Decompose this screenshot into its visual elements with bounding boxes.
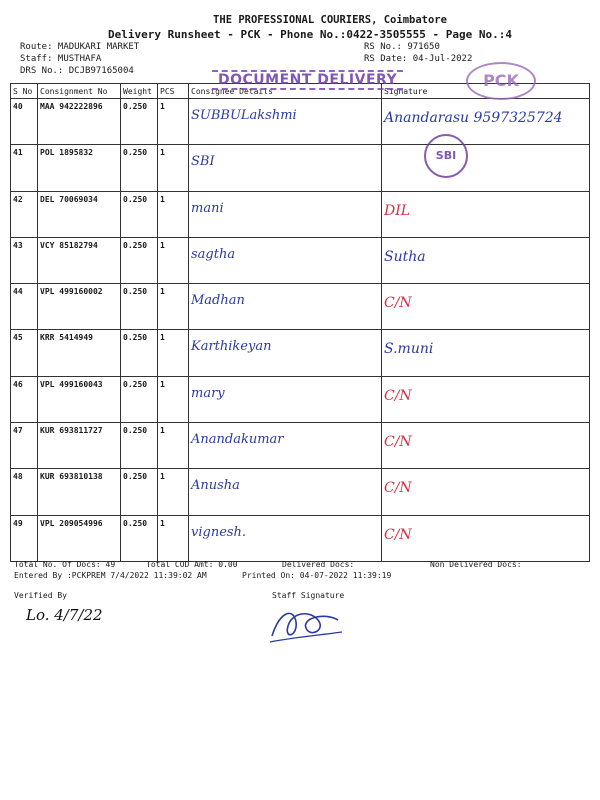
row-weight: 0.250 xyxy=(123,102,148,111)
row-weight-cell xyxy=(121,423,158,469)
row-consignee: sagtha xyxy=(191,246,236,262)
row-consignee: Madhan xyxy=(191,293,245,309)
row-sno-cell xyxy=(11,423,38,469)
row-sno: 49 xyxy=(13,518,23,528)
total-docs: Total No. Of Docs: 49 xyxy=(14,560,116,569)
printed-on: Printed On: 04-07-2022 11:39:19 xyxy=(242,571,392,580)
row-signature-cell xyxy=(382,191,590,237)
route-label: Route: MADUKARI MARKET xyxy=(20,42,140,52)
row-signature: DIL xyxy=(384,202,411,219)
row-weight-cell xyxy=(121,330,158,376)
row-weight-cell xyxy=(121,99,158,145)
row-consignment-no: VPL 499160043 xyxy=(40,379,103,389)
row-weight-cell xyxy=(121,191,158,237)
delivered-docs: Delivered Docs: xyxy=(282,560,355,569)
company-title: THE PROFESSIONAL COURIERS, Coimbatore xyxy=(213,14,447,26)
table-body xyxy=(11,99,590,562)
row-consignee-cell xyxy=(189,284,382,330)
total-cod: Total COD Amt: 0.00 xyxy=(146,560,238,569)
table-row xyxy=(11,469,590,515)
runsheet-title: Delivery Runsheet - PCK - Phone No.:0422-3505555 - Page No.:4 xyxy=(108,28,512,41)
row-sno-cell xyxy=(11,330,38,376)
table-row xyxy=(11,99,590,145)
row-sno: 43 xyxy=(13,240,23,250)
runsheet-table xyxy=(10,83,590,562)
row-signature-cell xyxy=(382,376,590,422)
row-signature: C/N xyxy=(384,295,412,312)
row-signature: C/N xyxy=(384,480,412,497)
row-pcs-cell xyxy=(158,237,189,283)
row-signature-cell xyxy=(382,99,590,145)
row-consignment-no: VCY 85182794 xyxy=(40,240,98,250)
row-signature: C/N xyxy=(384,526,412,543)
row-weight: 0.250 xyxy=(123,194,148,204)
non-delivered-docs: Non Delivered Docs: xyxy=(430,560,522,569)
row-consignee: mani xyxy=(191,200,224,216)
table-row xyxy=(11,423,590,469)
row-consignee: Anandakumar xyxy=(191,432,284,448)
row-consignment-no-cell xyxy=(38,191,121,237)
row-sno-cell xyxy=(11,515,38,561)
row-sno: 40 xyxy=(13,102,23,111)
row-signature: Sutha xyxy=(384,248,426,265)
row-sno-cell xyxy=(11,99,38,145)
row-consignment-no-cell xyxy=(38,423,121,469)
row-consignment-no: KRR 5414949 xyxy=(40,333,93,343)
row-pcs-cell xyxy=(158,330,189,376)
row-signature-cell xyxy=(382,515,590,561)
row-pcs: 1 xyxy=(160,102,165,111)
row-consignee-cell xyxy=(189,423,382,469)
rs-number: RS No.: 971650 xyxy=(364,42,440,52)
row-consignee: Anusha xyxy=(191,478,240,494)
table-row xyxy=(11,145,590,191)
drs-number: DRS No.: DCJB97165004 xyxy=(20,66,134,76)
row-consignment-no-cell xyxy=(38,145,121,191)
row-weight: 0.250 xyxy=(123,287,148,297)
row-consignee-cell xyxy=(189,330,382,376)
row-pcs: 1 xyxy=(160,240,165,250)
row-signature-cell xyxy=(382,145,590,191)
row-consignee-cell xyxy=(189,99,382,145)
row-sno: 45 xyxy=(13,333,23,343)
row-consignee-cell xyxy=(189,376,382,422)
row-consignee: vignesh. xyxy=(191,524,247,540)
row-pcs-cell xyxy=(158,284,189,330)
row-signature: S.muni xyxy=(384,341,434,358)
row-pcs: 1 xyxy=(160,518,165,528)
col-sno: S No xyxy=(11,84,38,99)
row-sno: 41 xyxy=(13,148,23,158)
table-row xyxy=(11,330,590,376)
row-consignee: Karthikeyan xyxy=(191,339,272,355)
table-row xyxy=(11,284,590,330)
row-consignment-no: DEL 70069034 xyxy=(40,194,98,204)
col-consignment: Consignment No xyxy=(38,84,121,99)
staff-signature-label: Staff Signature xyxy=(272,591,345,600)
entered-by: Entered By :PCKPREM 7/4/2022 11:39:02 AM xyxy=(14,571,207,580)
row-pcs-cell xyxy=(158,191,189,237)
row-consignment-no: KUR 693811727 xyxy=(40,426,103,436)
row-weight: 0.250 xyxy=(123,333,148,343)
table-row xyxy=(11,237,590,283)
row-consignment-no: VPL 499160002 xyxy=(40,287,103,297)
col-weight: Weight xyxy=(121,84,158,99)
row-sno: 47 xyxy=(13,426,23,436)
row-consignment-no-cell xyxy=(38,237,121,283)
row-pcs-cell xyxy=(158,145,189,191)
row-sno-cell xyxy=(11,284,38,330)
row-sno: 48 xyxy=(13,472,23,482)
row-consignee-cell xyxy=(189,191,382,237)
staff-label: Staff: MUSTHAFA xyxy=(20,54,102,64)
row-pcs-cell xyxy=(158,423,189,469)
row-consignment-no-cell xyxy=(38,376,121,422)
table-row xyxy=(11,191,590,237)
row-consignment-no: MAA 942222896 xyxy=(40,102,103,111)
row-weight: 0.250 xyxy=(123,518,148,528)
row-pcs: 1 xyxy=(160,379,165,389)
row-signature: C/N xyxy=(384,434,412,451)
row-consignee: SBI xyxy=(191,154,215,170)
row-consignee: SUBBULakshmi xyxy=(191,108,297,123)
row-pcs: 1 xyxy=(160,426,165,436)
staff-signature-scribble xyxy=(266,602,346,648)
row-consignee-cell xyxy=(189,469,382,515)
row-signature-cell xyxy=(382,469,590,515)
row-consignment-no: VPL 209054996 xyxy=(40,518,103,528)
row-pcs: 1 xyxy=(160,148,165,158)
table-row xyxy=(11,515,590,561)
col-signature: Signature xyxy=(382,84,590,99)
row-sno: 42 xyxy=(13,194,23,204)
col-consignee: Consignee Details xyxy=(189,84,382,99)
row-weight-cell xyxy=(121,284,158,330)
row-pcs-cell xyxy=(158,469,189,515)
row-consignment-no-cell xyxy=(38,469,121,515)
row-consignment-no-cell xyxy=(38,99,121,145)
row-weight-cell xyxy=(121,376,158,422)
rs-date: RS Date: 04-Jul-2022 xyxy=(364,54,473,64)
row-pcs-cell xyxy=(158,376,189,422)
pck-stamp: PCK xyxy=(466,62,536,100)
row-weight-cell xyxy=(121,145,158,191)
row-consignment-no-cell xyxy=(38,284,121,330)
row-weight: 0.250 xyxy=(123,240,148,250)
row-pcs: 1 xyxy=(160,287,165,297)
col-pcs: PCS xyxy=(158,84,189,99)
row-signature-cell xyxy=(382,284,590,330)
row-sno: 44 xyxy=(13,287,23,297)
row-weight-cell xyxy=(121,237,158,283)
row-weight: 0.250 xyxy=(123,426,148,436)
row-consignee-cell xyxy=(189,237,382,283)
row-pcs: 1 xyxy=(160,472,165,482)
row-sno-cell xyxy=(11,469,38,515)
verifier-signature: Lo. 4/7/22 xyxy=(26,606,103,624)
row-consignee: mary xyxy=(191,385,225,401)
row-sno-cell xyxy=(11,145,38,191)
row-weight: 0.250 xyxy=(123,379,148,389)
row-weight: 0.250 xyxy=(123,148,148,158)
row-pcs-cell xyxy=(158,99,189,145)
row-consignee-cell xyxy=(189,145,382,191)
row-weight: 0.250 xyxy=(123,472,148,482)
row-consignment-no-cell xyxy=(38,330,121,376)
row-weight-cell xyxy=(121,515,158,561)
row-sno-cell xyxy=(11,376,38,422)
row-consignment-no-cell xyxy=(38,515,121,561)
row-pcs-cell xyxy=(158,515,189,561)
table-row xyxy=(11,376,590,422)
row-pcs: 1 xyxy=(160,333,165,343)
row-sno: 46 xyxy=(13,379,23,389)
row-signature-cell xyxy=(382,423,590,469)
row-signature: Anandarasu 9597325724 xyxy=(384,110,563,126)
row-consignment-no: POL 1895832 xyxy=(40,148,93,158)
row-signature-cell xyxy=(382,237,590,283)
row-sno-cell xyxy=(11,191,38,237)
row-consignment-no: KUR 693810138 xyxy=(40,472,103,482)
row-weight-cell xyxy=(121,469,158,515)
row-signature-cell xyxy=(382,330,590,376)
row-signature: C/N xyxy=(384,387,412,404)
row-consignee-cell xyxy=(189,515,382,561)
verified-by-label: Verified By xyxy=(14,591,67,600)
sbi-seal-stamp: SBI xyxy=(424,134,468,178)
document-delivery-stamp: DOCUMENT DELIVERY xyxy=(212,70,403,90)
row-pcs: 1 xyxy=(160,194,165,204)
row-sno-cell xyxy=(11,237,38,283)
